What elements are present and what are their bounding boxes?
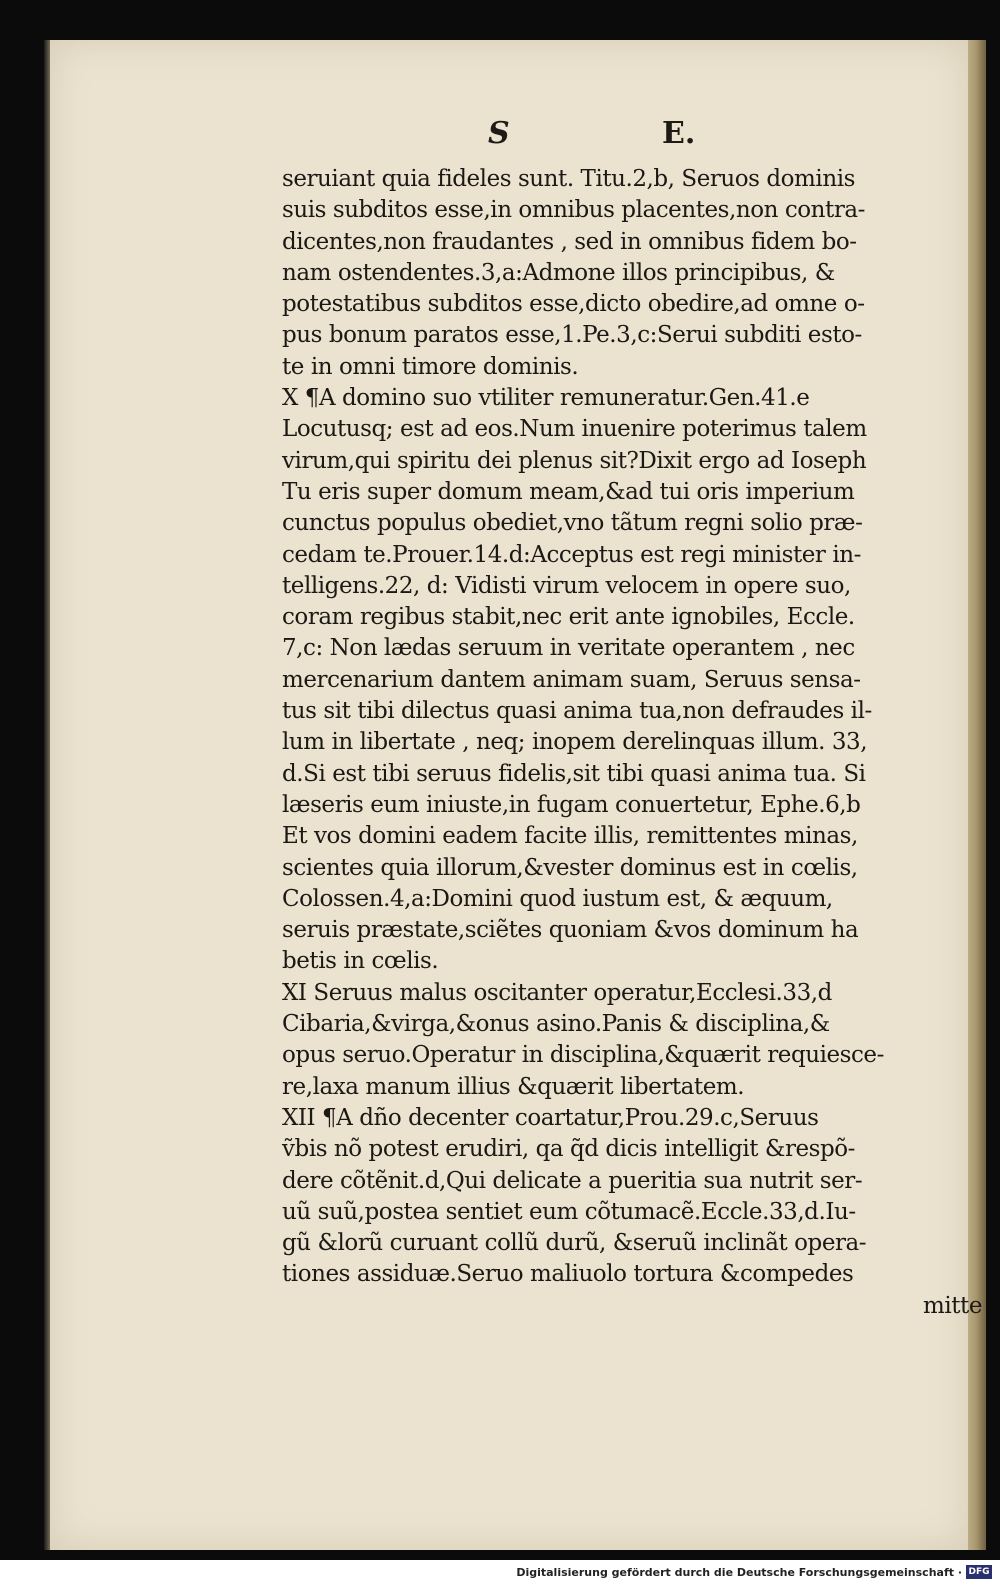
body-text: [282, 164, 982, 1322]
text-line: seruis præstate,sciẽtes quoniam &vos dominum ha: [282, 917, 859, 944]
text-line: Tu eris super domum meam,&ad tui oris imperium: [282, 478, 855, 505]
text-line: Locutusq; est ad eos.Num inuenire poterimus talem: [282, 416, 867, 443]
text-line: cunctus populus obediet,vno tãtum regni solio præ-: [282, 510, 863, 537]
text-line: lum in libertate , neq; inopem derelinquas illum. 33,: [282, 729, 868, 756]
text-line: ṽbis nõ potest erudiri, qa q̃d dicis intelligit &respõ-: [282, 1136, 855, 1163]
text-line: dere cõtẽnit.d,Qui delicate a pueritia sua nutrit ser-: [282, 1167, 863, 1194]
text-line: coram regibus stabit,nec erit ante ignobiles, Eccle.: [282, 604, 855, 631]
text-line: X ¶A domino suo vtiliter remuneratur.Gen.41.e: [282, 385, 810, 412]
text-line: Colossen.4,a:Domini quod iustum est, & æquum,: [282, 885, 833, 912]
text-line: 7,c: Non lædas seruum in veritate operantem , nec: [282, 635, 855, 662]
text-line: tiones assiduæ.Seruo maliuolo tortura &compedes: [282, 1261, 854, 1288]
text-line: potestatibus subditos esse,dicto obedire,ad omne o-: [282, 291, 865, 318]
text-line: d.Si est tibi seruus fidelis,sit tibi quasi anima tua. Si: [282, 760, 866, 787]
dfg-logo: DFG: [966, 1565, 992, 1579]
signature-mark: S: [488, 116, 510, 151]
text-line: XI Seruus malus oscitanter operatur,Ecclesi.33,d: [282, 979, 832, 1006]
text-line: uũ suũ,postea sentiet eum cõtumacẽ.Eccle.33,d.Iu-: [282, 1198, 856, 1225]
text-line: seruiant quia fideles sunt. Titu.2,b, Seruos dominis: [282, 166, 855, 192]
text-line: gũ &lorũ curuant collũ durũ, &seruũ inclinãt opera-: [282, 1230, 867, 1257]
text-line: betis in cœlis.: [282, 948, 439, 975]
text-line: Et vos domini eadem facite illis, remittentes minas,: [282, 823, 858, 850]
section-letter: E.: [662, 116, 696, 151]
funding-credit: Digitalisierung gefördert durch die Deutsche Forschungsgemeinschaft ·: [516, 1566, 962, 1579]
text-line: Cibaria,&virga,&onus asino.Panis & disciplina,&: [282, 1011, 830, 1038]
text-line: re,laxa manum illius &quærit libertatem.: [282, 1073, 745, 1100]
text-line: scientes quia illorum,&vester dominus est in cœlis,: [282, 854, 858, 881]
text-line: pus bonum paratos esse,1.Pe.3,c:Serui subditi esto-: [282, 322, 862, 349]
page-header: [50, 116, 968, 156]
text-line: nam ostendentes.3,a:Admone illos principibus, &: [282, 259, 835, 286]
text-line: læseris eum iniuste,in fugam conuertetur, Ephe.6,b: [282, 791, 861, 818]
text-line: telligens.22, d: Vidisti virum velocem in opere suo,: [282, 572, 851, 599]
text-line: te in omni timore dominis.: [282, 353, 579, 380]
text-line: opus seruo.Operatur in disciplina,&quærit requiesce-: [282, 1042, 884, 1069]
text-line: dicentes,non fraudantes , sed in omnibus fidem bo-: [282, 228, 857, 255]
text-line: suis subditos esse,in omnibus placentes,non contra-: [282, 197, 865, 224]
text-line: virum,qui spiritu dei plenus sit?Dixit ergo ad Ioseph: [282, 447, 867, 474]
text-line: cedam te.Prouer.14.d:Acceptus est regi minister in-: [282, 541, 861, 568]
text-line: tus sit tibi dilectus quasi anima tua,non defraudes il-: [282, 698, 872, 725]
book-page: [50, 40, 982, 1550]
text-line: mercenarium dantem animam suam, Seruus sensa-: [282, 666, 861, 693]
text-line: XII ¶A dño decenter coartatur,Prou.29.c,Seruus: [282, 1104, 819, 1131]
catchword: mitte: [922, 1292, 982, 1319]
